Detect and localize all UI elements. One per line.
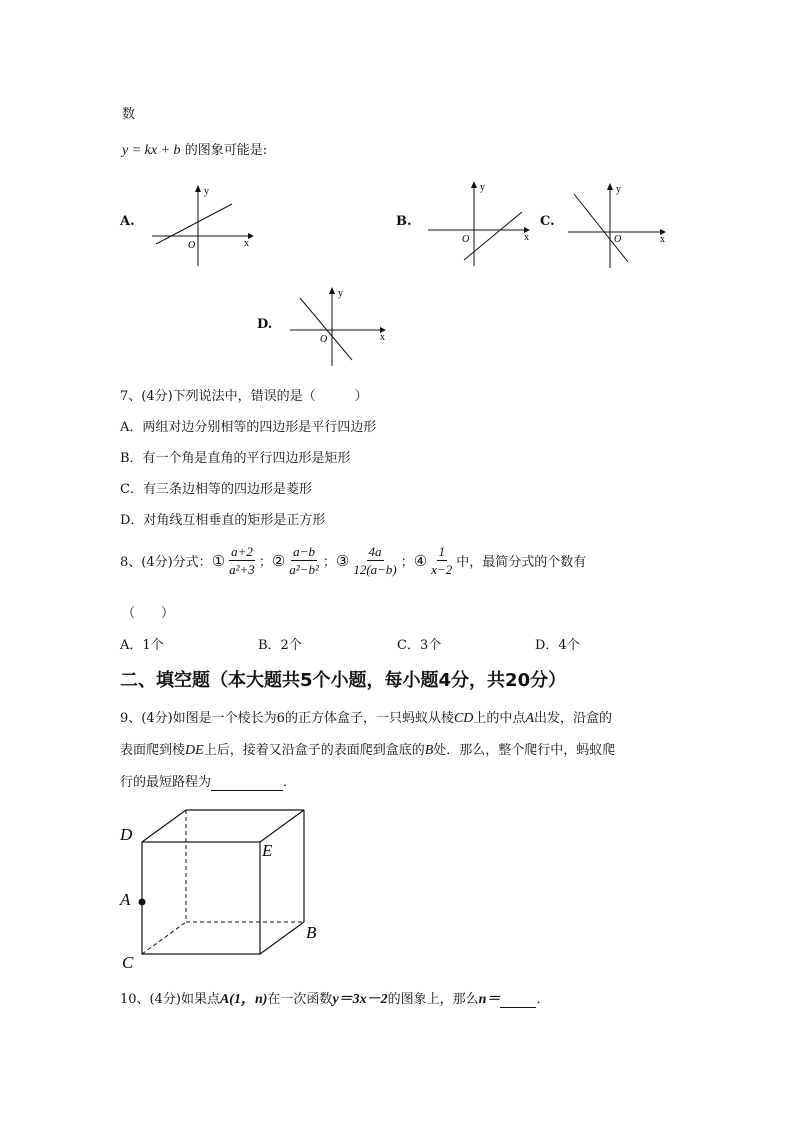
q8-option-d: D．4个	[535, 638, 580, 653]
q6-option-b-label: B.	[396, 214, 412, 229]
q8-fraction-3: $\frac{4a}{12(a-b)}$	[353, 544, 397, 577]
graph-line	[464, 212, 522, 260]
svg-text:y: y	[338, 288, 343, 299]
graph-line	[156, 204, 232, 244]
q8-prefix: 8、(4分)分式：	[120, 555, 212, 570]
label-d: D	[120, 825, 133, 844]
q6-option-d-label: D.	[257, 317, 273, 332]
q10-stem: 10、(4分)如果点A(1，n)在一次函数y＝3x－2的图象上，那么n＝ ．	[120, 992, 550, 1007]
q8-mark-4: ④	[413, 551, 428, 570]
q9-line-1: 9、(4分)如图是一个棱长为6的正方体盒子，一只蚂蚁从棱CD上的中点A出发，沿盒的	[120, 711, 613, 726]
q6-option-c-graph	[564, 180, 670, 272]
q7-option-b: B．有一个角是直角的平行四边形是矩形	[120, 451, 351, 466]
svg-text:x: x	[380, 332, 385, 343]
q6-option-d-graph	[286, 284, 390, 370]
q6-suffix: 的图象可能是:	[184, 143, 268, 158]
q7-option-d: D．对角线互相垂直的矩形是正方形	[120, 513, 326, 528]
svg-text:O: O	[614, 234, 622, 245]
q8-mark-1: ①	[211, 551, 226, 570]
y-axis-label: y	[204, 186, 209, 197]
q9-cube-figure	[114, 804, 328, 972]
q6-option-b-graph	[424, 178, 534, 270]
q9-line-3: 行的最短路程为 ．	[120, 775, 297, 790]
q8-stem: 8、(4分)分式： ① $\frac{a+2}{\text{a²+3}}$ ； ② $\frac{a-b}{\text{a²−b²}}$ ； ③ $\frac{4a}{12(a-b)}$ ； ④ $\frac{1}{x-2}$ 中，最简分式的个数有	[120, 544, 587, 577]
graph-line	[300, 298, 352, 360]
q9-line-2: 表面爬到棱DE上后，接着又沿盒子的表面爬到盒底的B处．那么，整个爬行中，蚂蚁爬	[120, 743, 616, 758]
q8-fraction-1: $\frac{a+2}{\text{a²+3}}$	[229, 544, 255, 577]
label-e: E	[262, 841, 273, 860]
q6-option-a-graph	[148, 182, 256, 270]
origin-label: O	[188, 240, 196, 251]
q8-mark-3: ③	[335, 551, 350, 570]
q8-option-b: B．2个	[258, 638, 302, 653]
top-fragment-text: 数	[122, 107, 136, 122]
q8-suffix: 中，最简分式的个数有	[456, 555, 587, 570]
q7-option-a: A．两组对边分别相等的四边形是平行四边形	[120, 420, 377, 435]
q8-fraction-2: $\frac{a-b}{\text{a²−b²}}$	[289, 544, 319, 577]
q6-formula: y = kx + b	[122, 143, 181, 158]
q7-stem: 7、(4分)下列说法中，错误的是（ ）	[120, 389, 368, 404]
section-2-title: 二、填空题（本大题共5个小题，每小题4分，共20分）	[120, 670, 567, 691]
svg-text:x: x	[524, 232, 529, 243]
q8-fraction-4: $\frac{1}{x-2}$	[431, 544, 453, 577]
label-c: C	[122, 953, 134, 972]
svg-text:x: x	[660, 234, 665, 245]
hidden-edge	[142, 922, 186, 954]
label-b: B	[306, 923, 317, 942]
svg-text:O: O	[320, 334, 328, 345]
point-a	[139, 899, 146, 906]
svg-text:y: y	[616, 184, 621, 195]
q6-option-a-label: A.	[120, 214, 135, 229]
q8-option-a: A．1个	[120, 638, 164, 653]
q9-answer-blank[interactable]	[211, 775, 283, 791]
q8-paren: （ ）	[122, 606, 175, 621]
graph-line	[574, 194, 628, 262]
label-a: A	[120, 890, 131, 909]
q10-answer-blank[interactable]	[500, 992, 536, 1008]
q8-mark-2: ②	[271, 551, 286, 570]
cube-front-face	[142, 842, 260, 954]
y-axis-arrow	[195, 185, 201, 192]
q6-option-c-label: C.	[540, 214, 555, 229]
svg-text:O: O	[462, 234, 470, 245]
x-axis-label: x	[244, 238, 249, 249]
q6-stem	[122, 139, 267, 159]
q7-option-c: C．有三条边相等的四边形是菱形	[120, 482, 312, 497]
svg-text:y: y	[480, 182, 485, 193]
q8-option-c: C．3个	[397, 638, 442, 653]
